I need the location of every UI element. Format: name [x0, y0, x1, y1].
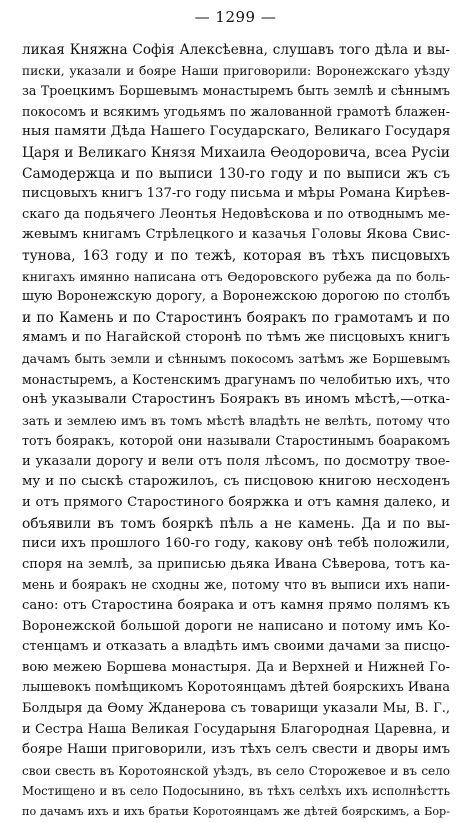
page-number: — 1299 —	[194, 8, 277, 26]
text-line: по дачамъ ихъ и ихъ братьи Коротоянцамъ же дѣтей боярскимъ, а Бор-	[22, 804, 450, 818]
text-line: сано: отъ Старостина боярака и отъ камня прямо полямъ къ	[22, 598, 450, 614]
text-line: Мостищено и въ село Подосынино, въ тѣхъ селѣхъ ихъ исполнѣстть	[22, 784, 450, 799]
text-line: книгахъ имянно написана отъ Ѳедоровского рубежа да по боль-	[22, 268, 450, 284]
text-line: и указали дорогу и вели отъ поля лѣсомъ, по досмотру твое-	[22, 453, 450, 469]
text-line: монастыремъ, а Костенскимъ драгунамъ по челобитью ихъ, что	[22, 371, 450, 387]
text-line: зать и землею имъ въ томъ мѣстѣ владѣть не велѣть, потому что	[22, 412, 450, 428]
text-line: писцовыхъ книгъ 137-го году письма и мѣры Романа Кирѣев-	[22, 186, 450, 202]
text-line: лышевокъ помѣщикомъ Коротоянцамъ дѣтей боярскихъ Ивана	[22, 680, 450, 696]
text-line: и по Камень и по Старостинъ бояракъ по грамотамъ и по	[22, 309, 450, 326]
text-line: мень и бояракъ не сходны же, потому что въ выписи ихъ напи-	[22, 577, 450, 593]
text-line: тунова, 163 году и по тежѣ, которая въ тѣхъ писцовыхъ	[22, 247, 450, 264]
text-line: Болдыря да Ѳому Жданерова съ товарищи указали Мы, В. Г.,	[22, 701, 450, 716]
text-line: и отъ прямого Старостиного бояржка и отъ камня далеко, и	[22, 495, 450, 511]
text-line: скаго да подьячего Леонтья Недовѣскова и по отводнымъ ме-	[22, 206, 450, 222]
text-line: онѣ указывали Старостинъ Бояракъ въ иномъ мѣстѣ,—отка-	[22, 392, 450, 408]
body-text	[22, 40, 450, 823]
text-line: вою межею Боршева монастыря. Да и Верхней и Нижней Го-	[22, 659, 450, 675]
text-line: Царя и Великаго Князя Михаила Ѳеодоровича, всеа Русіи	[22, 144, 450, 161]
text-line: стенцамъ и отказать а владѣть имъ своими дачами за писцо-	[22, 639, 450, 655]
text-line: ликая Княжна Софія Алексѣевна, слушавъ того дѣла и вы-	[22, 42, 450, 58]
text-line: ямамъ и по Нагайской сторонѣ по тѣмъ же писцовыхъ книгъ	[22, 330, 450, 346]
text-line: объявили въ томъ бояркѣ пѣль а не камень. Да и по вы-	[22, 515, 450, 532]
text-line: ныя памяти Дѣда Нашего Государскаго, Великаго Государя	[22, 124, 450, 140]
text-line: шую Воронежскую дорогу, а Воронежскою дорогою по столбъ	[22, 289, 450, 305]
text-line: жевымъ книгамъ Стрѣлецкого и казачья Головы Якова Свис-	[22, 227, 450, 243]
text-line: свои свесть въ Коротоянской уѣздъ, въ село Сторожевое и въ село	[22, 763, 450, 778]
text-line: дачамъ быть земли и сѣннымъ покосомъ затѣмъ же Боршевымъ	[22, 350, 450, 366]
text-line: тотъ бояракъ, которой они называли Старостинымъ боаракомъ	[22, 433, 450, 449]
text-line: за Троецкимъ Боршевымъ монастыремъ быть землѣ и сѣннымъ	[22, 83, 450, 99]
text-line: му и по сыскѣ старожилоъ, съ писцовою книгою несходенъ	[22, 474, 450, 490]
text-line: покосомъ и всякимъ угодьямъ по жалованной грамотѣ блажен-	[22, 103, 450, 119]
text-line: бояре Наши приговорили, изъ тѣхъ селъ свести и дворы имъ	[22, 742, 450, 758]
text-line: споря на землѣ, за приписью дьяка Ивана Сѣверова, тотъ ка-	[22, 556, 450, 572]
text-line: Самодержца и по выписи 130-го году и по выписи жъ съ	[22, 165, 450, 182]
text-line: Воронежской большой дороги не написано и потому имъ Ко-	[22, 618, 450, 634]
text-line: писи ихъ прошлого 160-го году, какову онѣ тебѣ положили,	[22, 536, 450, 552]
text-line: писки, указали и бояре Наши приговорили: Воронежскаго уѣзду	[22, 63, 450, 78]
text-line: и Сестра Наша Великая Государыня Благородная Царевна, и	[22, 721, 450, 737]
